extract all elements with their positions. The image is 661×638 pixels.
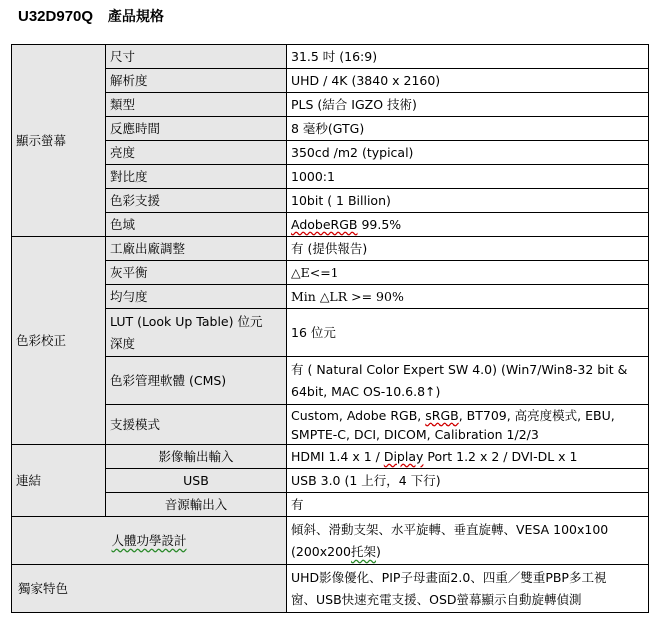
row-label: 對比度 [106, 165, 287, 189]
row-label: 反應時間 [106, 117, 287, 141]
row-value: 16 位元 [287, 309, 649, 357]
value-text: sRGB [425, 407, 459, 423]
value-line: 傾斜、滑動支架、水平旋轉、垂直旋轉、VESA 100x100 [291, 521, 609, 537]
table-row [12, 517, 649, 565]
table-row [12, 165, 649, 189]
table-row [12, 357, 649, 405]
row-value: 有 (提供報告) [287, 237, 649, 261]
value-line [291, 541, 644, 563]
row-label: 類型 [106, 93, 287, 117]
table-row [12, 405, 649, 445]
table-row [12, 117, 649, 141]
row-label: 色彩管理軟體 (CMS) [106, 357, 287, 405]
table-row [12, 445, 649, 469]
table-row [12, 189, 649, 213]
row-value: 有 [287, 493, 649, 517]
value-text: Port 1.2 x 2 / DVI-DL x 1 [423, 448, 578, 464]
row-value: PLS (結合 IGZO 技術) [287, 93, 649, 117]
row-label: 影像輸出輸入 [106, 445, 287, 469]
table-row [12, 213, 649, 237]
row-value: 350cd /m2 (typical) [287, 141, 649, 165]
label-line: LUT (Look Up Table) 位元 [110, 313, 263, 329]
value-line: 64bit, MAC OS-10.6.8↑) [291, 383, 441, 399]
table-row [12, 69, 649, 93]
row-label: USB [106, 469, 287, 493]
value-line: 窗、USB快速充電支援、OSD螢幕顯示自動旋轉偵測 [291, 591, 582, 607]
value-text: Custom, Adobe RGB, [291, 407, 426, 423]
model-name: U32D970Q [18, 8, 94, 25]
value-text: 托架 [351, 543, 377, 559]
value-line [291, 406, 644, 425]
row-value: Min △LR >= 90% [287, 285, 649, 309]
row-value: 1000:1 [287, 165, 649, 189]
value-text: AdobeRGB [291, 216, 358, 232]
group-features: 獨家特色 [12, 565, 287, 613]
group-display: 顯示螢幕 [12, 45, 106, 237]
row-label: 解析度 [106, 69, 287, 93]
row-value: 10bit ( 1 Billion) [287, 189, 649, 213]
row-label: 尺寸 [106, 45, 287, 69]
table-row [12, 141, 649, 165]
value-text: HDMI 1.4 x 1 / [291, 448, 384, 464]
table-row [12, 237, 649, 261]
row-value: 8 毫秒(GTG) [287, 117, 649, 141]
row-value [287, 357, 649, 405]
row-value: 31.5 吋 (16:9) [287, 45, 649, 69]
row-label: 工廠出廠調整 [106, 237, 287, 261]
row-label: 色彩支援 [106, 189, 287, 213]
page-title [18, 6, 164, 26]
row-value [287, 565, 649, 613]
row-value [287, 213, 649, 237]
value-text: ) [376, 543, 381, 559]
row-value: USB 3.0 (1 上行，4 下行) [287, 469, 649, 493]
row-value [287, 445, 649, 469]
value-text: 99.5% [357, 216, 402, 232]
row-label: 均勻度 [106, 285, 287, 309]
value-line: SMPTE-C, DCI, DICOM, Calibration 1/2/3 [291, 426, 539, 442]
table-row [12, 565, 649, 613]
group-color: 色彩校正 [12, 237, 106, 445]
row-label: 亮度 [106, 141, 287, 165]
table-row [12, 469, 649, 493]
row-value [287, 405, 649, 445]
value-text: , BT709, 高亮度模式, EBU, [458, 407, 615, 423]
value-text: Diplay [383, 448, 424, 464]
group-connect: 連結 [12, 445, 106, 517]
value-line: UHD影像優化、PIP子母畫面2.0、四重／雙重PBP多工視 [291, 569, 607, 585]
group-label: 人體功學設計 [111, 532, 187, 548]
row-label: 支援模式 [106, 405, 287, 445]
table-row [12, 261, 649, 285]
row-label: 音源輸出入 [106, 493, 287, 517]
row-label [106, 309, 287, 357]
table-row [12, 93, 649, 117]
row-value: △E<=1 [287, 261, 649, 285]
label-line: 深度 [110, 335, 136, 351]
row-value [287, 517, 649, 565]
table-row [12, 309, 649, 357]
group-ergo [12, 517, 287, 565]
table-row [12, 493, 649, 517]
value-text: (200x200 [291, 543, 351, 559]
row-value: UHD / 4K (3840 x 2160) [287, 69, 649, 93]
row-label: 色域 [106, 213, 287, 237]
table-row [12, 45, 649, 69]
table-row [12, 285, 649, 309]
spec-heading: 產品規格 [107, 9, 164, 25]
spec-table [11, 44, 649, 613]
row-label: 灰平衡 [106, 261, 287, 285]
value-line: 有 ( Natural Color Expert SW 4.0) (Win7/Win8-32 bit & [291, 361, 628, 377]
